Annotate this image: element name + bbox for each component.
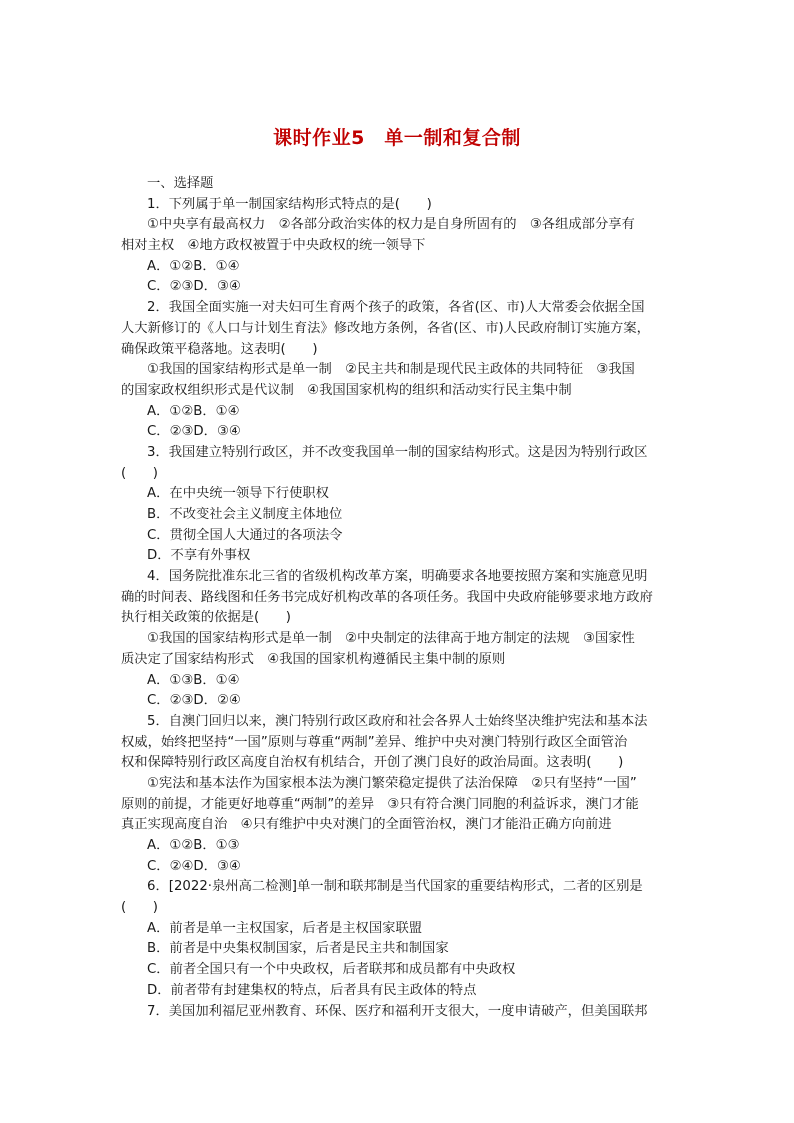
- text-line: ( ): [121, 465, 158, 481]
- text-line: ①中央享有最高权力 ②各部分政治实体的权力是自身所固有的 ③各组成部分享有: [147, 217, 635, 233]
- text-line: A．①②B．①③: [147, 838, 240, 853]
- text-line: B．不改变社会主义制度主体地位: [147, 507, 343, 522]
- text-line: 3．我国建立特别行政区，并不改变我国单一制的国家结构形式。这是因为特别行政区: [147, 444, 648, 460]
- text-line: A．①②B．①④: [147, 403, 240, 419]
- text-line: ①宪法和基本法作为国家根本法为澳门繁荣稳定提供了法治保障 ②只有坚持“一国”: [147, 775, 637, 791]
- text-line: 执行相关政策的依据是( ): [121, 610, 291, 626]
- text-line: 人大新修订的《人口与计划生育法》修改地方条例，各省(区、市)人民政府制订实施方案，: [121, 320, 650, 336]
- text-line: 确保政策平稳落地。这表明( ): [121, 341, 318, 357]
- text-line: D．前者带有封建集权的特点，后者具有民主政体的特点: [147, 982, 477, 998]
- text-line: 权威，始终把坚持“一国”原则与尊重“两制”差异、维护中央对澳门特别行政区全面管治: [121, 734, 628, 750]
- text-line: 权和保障特别行政区高度自治权有机结合，开创了澳门良好的政治局面。这表明( ): [121, 755, 624, 771]
- text-line: 一、选择题: [147, 176, 214, 191]
- text-line: C．②③D．③④: [147, 424, 241, 440]
- text-line: 4．国务院批准东北三省的省级机构改革方案，明确要求各地要按照方案和实施意见明: [147, 569, 648, 585]
- text-line: C．②④D．③④: [147, 858, 241, 874]
- text-line: 的国家政权组织形式是代议制 ④我国国家机构的组织和活动实行民主集中制: [121, 382, 572, 398]
- text-line: C．②③D．③④: [147, 279, 241, 295]
- text-line: 原则的前提，才能更好地尊重“两制”的差异 ③只有符合澳门同胞的利益诉求，澳门才能: [121, 796, 639, 812]
- text-line: A．前者是单一主权国家，后者是主权国家联盟: [147, 920, 423, 936]
- text-line: C．前者全国只有一个中央政权，后者联邦和成员都有中央政权: [147, 962, 516, 978]
- text-line: 确的时间表、路线图和任务书完成好机构改革的各项任务。我国中央政府能够要求地方政府: [121, 589, 653, 605]
- text-line: 相对主权 ④地方政权被置于中央政权的统一领导下: [121, 238, 426, 254]
- text-line: 7．美国加利福尼亚州教育、环保、医疗和福利开支很大，一度申请破产，但美国联邦: [147, 1003, 648, 1019]
- text-line: D．不享有外事权: [147, 548, 251, 564]
- text-line: A．①③B．①④: [147, 672, 240, 688]
- text-line: B．前者是中央集权制国家，后者是民主共和制国家: [147, 941, 449, 957]
- text-line: ①我国的国家结构形式是单一制 ②民主共和制是现代民主政体的共同特征 ③我国: [147, 362, 635, 378]
- text-line: A．①②B．①④: [147, 258, 240, 274]
- text-line: 真正实现高度自治 ④只有维护中央对澳门的全面管治权，澳门才能沿正确方向前进: [121, 817, 612, 833]
- text-line: C．②③D．②④: [147, 693, 241, 709]
- text-line: 2．我国全面实施一对夫妇可生育两个孩子的政策，各省(区、市)人大常委会依据全国: [147, 300, 645, 316]
- document-body: [121, 174, 677, 1022]
- text-line: C．贯彻全国人大通过的各项法令: [147, 527, 343, 543]
- text-line: 5．自澳门回归以来，澳门特别行政区政府和社会各界人士始终坚决维护宪法和基本法: [147, 713, 648, 729]
- text-line: 质决定了国家结构形式 ④我国的国家机构遵循民主集中制的原则: [121, 651, 506, 667]
- text-line: A．在中央统一领导下行使职权: [147, 486, 329, 502]
- text-line: 1．下列属于单一制国家结构形式特点的是( ): [147, 196, 432, 212]
- text-line: ( ): [121, 900, 158, 916]
- page-title: 课时作业5 单一制和复合制: [273, 127, 521, 149]
- text-line: ①我国的国家结构形式是单一制 ②中央制定的法律高于地方制定的法规 ③国家性: [147, 631, 635, 647]
- text-line: 6．[2022·泉州高二检测]单一制和联邦制是当代国家的重要结构形式，二者的区别是: [147, 879, 643, 895]
